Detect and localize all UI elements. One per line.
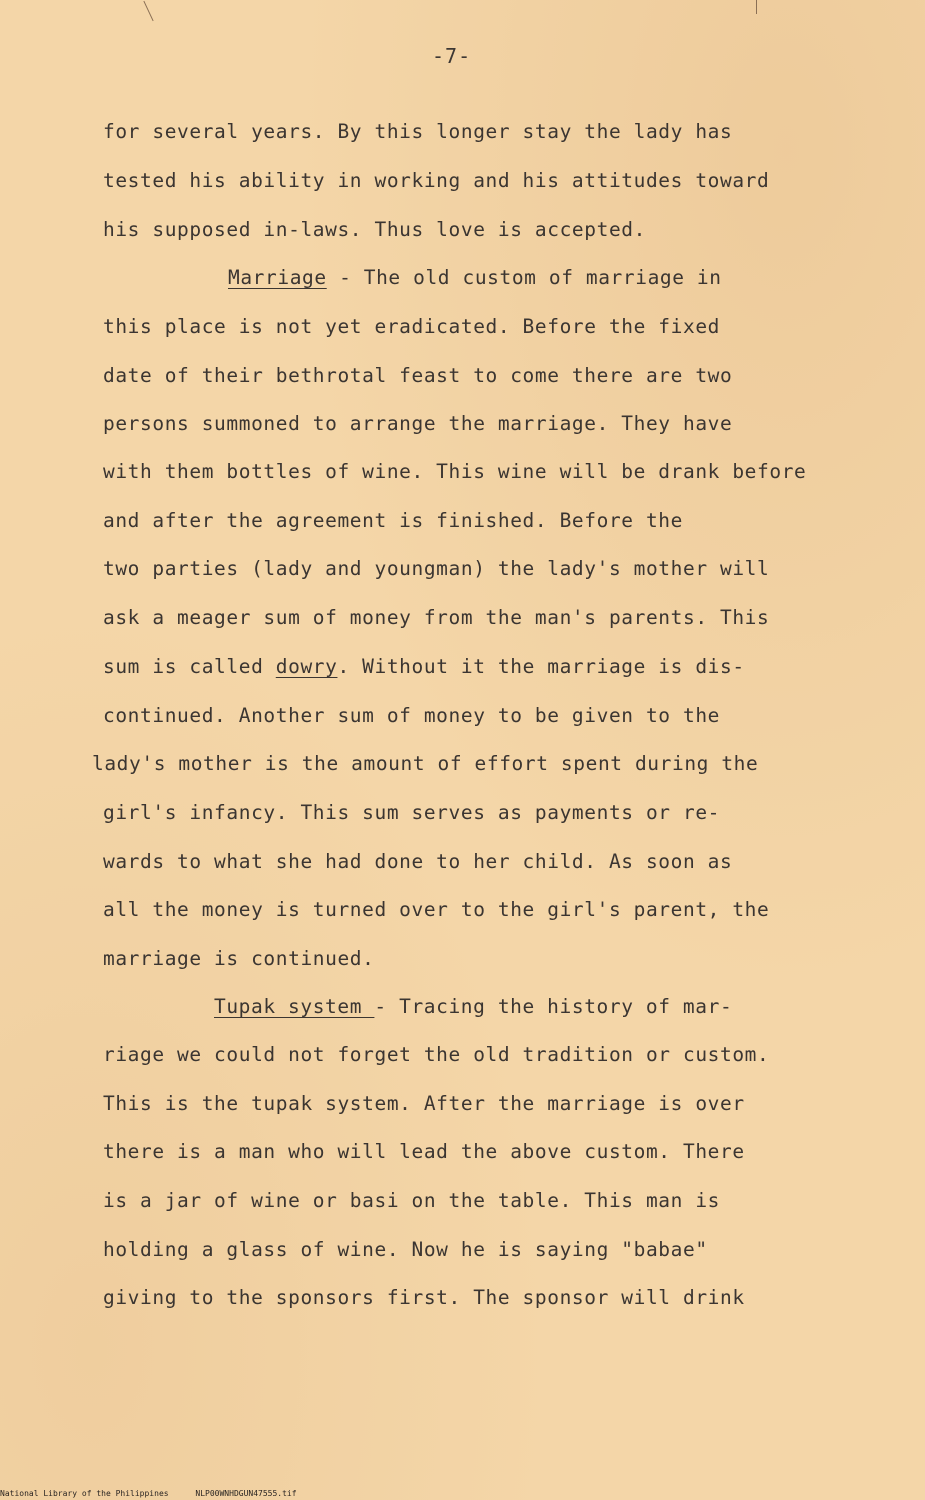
marriage-first-line [228,266,722,289]
text-line: holding a glass of wine. Now he is saying "babae" [103,1238,708,1261]
text-line: for several years. By this longer stay the lady has [103,120,733,143]
text-line: his supposed in-laws. Thus love is accepted. [103,218,646,241]
text-line: there is a man who will lead the above custom. There [103,1140,745,1163]
section-heading-tupak: Tupak system [214,995,375,1018]
footer-filename: NLP00WNHDGUN47555.tif [195,1489,297,1498]
section-heading-marriage: Marriage [228,266,327,289]
text-line: all the money is turned over to the girl's parent, the [103,898,770,921]
text-line: date of their bethrotal feast to come there are two [103,364,733,387]
text-line: riage we could not forget the old tradition or custom. [103,1043,770,1066]
text-fragment: . Without it the marriage is dis- [337,655,745,678]
page-number: -7- [432,44,472,68]
tupak-first-line [214,995,732,1018]
text-line: persons summoned to arrange the marriage. They have [103,412,733,435]
text-line: continued. Another sum of money to be given to the [103,704,720,727]
text-line: ask a meager sum of money from the man's parents. This [103,606,770,629]
text-fragment: - The old custom of marriage in [326,266,722,289]
text-line: with them bottles of wine. This wine will be drank before [103,460,807,483]
text-line: this place is not yet eradicated. Before the fixed [103,315,720,338]
text-fragment: sum is called [103,655,276,678]
text-line: girl's infancy. This sum serves as payments or re- [103,801,720,824]
footer-library: National Library of the Philippines [0,1489,169,1498]
text-line: lady's mother is the amount of effort spent during the [92,752,759,775]
text-line: giving to the sponsors first. The sponsor will drink [103,1286,745,1309]
dowry-line [103,655,745,678]
text-line: wards to what she had done to her child. As soon as [103,850,733,873]
text-line: marriage is continued. [103,947,375,970]
scan-footer [0,1489,319,1498]
text-line: and after the agreement is finished. Before the [103,509,683,532]
text-line: This is the tupak system. After the marriage is over [103,1092,745,1115]
text-line: tested his ability in working and his attitudes toward [103,169,770,192]
dowry-term: dowry [275,655,338,678]
text-line: two parties (lady and youngman) the lady's mother will [103,557,770,580]
text-line: is a jar of wine or basi on the table. This man is [103,1189,720,1212]
text-fragment: - Tracing the history of mar- [374,995,733,1018]
paper-mark [143,1,153,21]
paper-mark [756,0,757,14]
